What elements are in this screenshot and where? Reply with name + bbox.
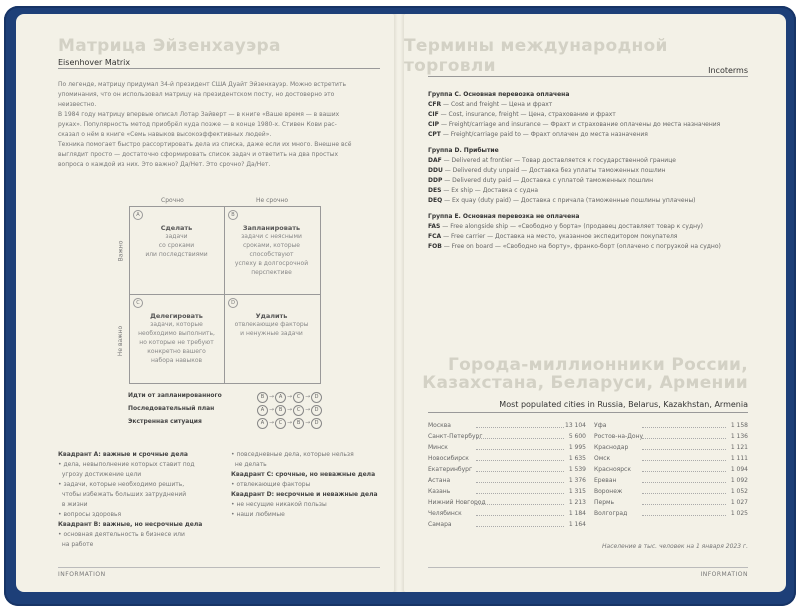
city-name: Казань [428,488,451,495]
city-population: 1 052 [730,488,748,495]
note-item: • повседневные дела, которые нельзя [231,451,354,458]
city-name: Краснодар [594,444,629,451]
intro-line: неизвестно. [58,101,97,108]
row-label-not-important: Не важно [117,325,125,357]
flow-step: B [257,392,268,403]
quadrant-letter-c: C [133,298,143,308]
term-code: DEQ [428,197,443,204]
city-population: 1 164 [568,521,586,528]
city-row [428,453,586,464]
term-item [428,196,768,206]
flow-step: D [311,392,322,403]
quadrant-desc-line: и ненужные задачи [240,330,303,337]
term-code: CFR [428,101,442,108]
term-text: — Freight/carriage paid to — Фрахт оплачен до места назначения [440,131,648,138]
cities-divider [428,412,748,413]
city-row [428,486,586,497]
term-group-heading [428,146,768,156]
flow-step: C [293,405,304,416]
quadrant-desc-line: успеху в долгосрочной [234,260,309,267]
term-item [428,222,768,232]
quadrant-desc-line: задачи с неясными [241,233,302,240]
leader-dots [642,460,726,461]
city-population: 13 104 [565,422,586,429]
term-item [428,186,768,196]
city-population: 1 121 [730,444,748,451]
note-item: • наши любимые [231,511,285,518]
leader-dots [642,504,726,505]
term-code: FOB [428,243,442,250]
notes-left [58,450,228,550]
city-name: Челябинск [428,510,462,517]
city-name: Красноярск [594,466,631,473]
flow-label: Экстренная ситуация [128,418,202,425]
term-group-heading [428,212,768,222]
leader-dots [476,427,564,428]
term-text: — Cost, insurance, freight — Цена, страхование и фрахт [438,111,616,118]
intro-line: выглядит просто — достаточно сформировать список задач и ответить на два простых [58,151,339,158]
leader-dots [642,515,726,516]
term-code: FAS [428,223,441,230]
city-population: 1 539 [568,466,586,473]
city-population: 1 027 [730,499,748,506]
quadrant-desc-line: со сроками [158,242,195,249]
note-heading: Квадрант A: важные и срочные дела [58,451,188,458]
term-code: CIP [428,121,440,128]
arrow-icon: → [305,393,311,400]
city-row [594,486,748,497]
intro-line: руках». Популярность метод приобрёл куда позже — в конце 1980-х. Стивен Кови рас- [58,121,337,128]
city-row [428,475,586,486]
city-name: Пермь [594,499,615,506]
city-name: Екатеринбург [428,466,473,473]
city-population: 5 600 [568,433,586,440]
cities-note: Население в тыс. человек на 1 января 2023 г. [602,543,748,550]
city-row [428,519,586,530]
term-text: — Free on board — «Свободно на борту», франко-борт (оплачено с погрузкой на судно) [441,243,721,250]
leader-dots [476,526,564,527]
term-item [428,232,768,242]
matrix-horizontal-line [129,294,320,295]
city-population: 1 635 [568,455,586,462]
term-text: — Cost and freight — Цена и фрахт [441,101,553,108]
quadrant-desc-line: или последствиями [145,251,208,258]
right-footer: INFORMATION [700,571,748,578]
quadrant-desc-line: но которые не требуют [139,339,214,346]
quadrant-title: Удалить [255,312,288,320]
quadrant-desc-line: необходимо выполнить, [138,330,215,337]
city-row [428,464,586,475]
intro-line: В 1984 году матрицу впервые описал Лотар Зайверт — в книге «Ваше время — в ваших [58,111,340,118]
term-code: FCA [428,233,442,240]
note-item: в жизни [58,501,88,508]
leader-dots [642,449,726,450]
flow-step: B [275,405,286,416]
term-text: — Ex quay (duty paid) — Доставка с причала (таможенные пошлины уплачены) [442,197,696,204]
city-name: Астана [428,477,451,484]
leader-dots [476,482,564,483]
city-population: 1 995 [568,444,586,451]
term-text: — Delivered duty paid — Доставка с уплатой таможенных пошлин [442,177,653,184]
city-name: Уфа [594,422,607,429]
quadrant-desc-line: конкретно вашего [147,348,206,355]
leader-dots [476,449,564,450]
intro-line: сказал о нём в книге «Семь навыков высокоэффективных людей». [58,131,272,138]
city-row [594,453,748,464]
city-population: 1 111 [730,455,748,462]
arrow-icon: → [305,406,311,413]
quadrant-letter-b: B [228,210,238,220]
cities-title [422,356,748,392]
term-item [428,120,768,130]
intro-line: Техника помогает быстро рассортировать дела из списка, даже если их много. Внешне всё [58,141,352,148]
flow-step: A [257,418,268,429]
city-row [594,464,748,475]
note-item: на работе [58,541,94,548]
term-code: CIF [428,111,439,118]
city-population: 1 092 [730,477,748,484]
flow-step: D [311,405,322,416]
city-name: Ростов-на-Дону [594,433,644,440]
right-page-title: Термины международной торговли [404,36,668,76]
quadrant-d [224,312,319,338]
quadrant-desc-line: сроками, которые [242,242,301,249]
quadrant-c [129,312,224,365]
arrow-icon: → [269,406,275,413]
note-heading: Квадрант B: важные, но несрочные дела [58,521,203,528]
term-text: — Free alongside ship — «Свободно у борта» (продавец доставляет товар к судну) [440,223,703,230]
flow-row [128,392,388,405]
term-item [428,242,768,252]
flow-step: A [275,392,286,403]
city-population: 1 158 [730,422,748,429]
arrow-icon: → [269,419,275,426]
quadrant-title: Запланировать [242,224,301,232]
leader-dots [476,471,564,472]
arrow-icon: → [305,419,311,426]
term-group-title: Группа D. Прибытие [428,147,499,154]
row-label-important: Важно [117,240,125,262]
note-item: не делать [231,461,267,468]
left-page [16,14,394,592]
leader-dots [476,460,564,461]
term-item [428,100,768,110]
city-row [428,442,586,453]
footer-line [428,567,748,568]
quadrant-title: Сделать [160,224,193,232]
leader-dots [642,427,726,428]
city-name: Москва [428,422,451,429]
note-item: чтобы избежать больших затруднений [58,491,187,498]
flow-sequence [256,392,323,403]
city-name: Минск [428,444,448,451]
city-population: 1 213 [568,499,586,506]
title-divider [428,76,748,77]
city-row [428,420,586,431]
leader-dots [476,493,564,494]
leader-dots [476,438,564,439]
leader-dots [642,471,726,472]
leader-dots [642,493,726,494]
term-text: — Freight/carriage and insurance — Фрахт и страхование оплачены до места назначения [439,121,721,128]
city-population: 1 184 [568,510,586,517]
arrow-icon: → [287,393,293,400]
flow-row [128,418,388,431]
left-page-title: Матрица Эйзенхауэра [58,36,281,56]
intro-line: упоминания, что он использовал матрицу на президентском посту, но достоверно это [58,91,335,98]
quadrant-letter-a: A [133,210,143,220]
quadrant-desc-line: способствуют [249,251,294,258]
flow-step: A [257,405,268,416]
flow-step: D [311,418,322,429]
term-item [428,130,768,140]
flow-list [128,392,388,431]
city-row [428,497,586,508]
quadrant-b [224,224,319,277]
leader-dots [642,438,726,439]
quadrant-desc-line: отвлекающие факторы [234,321,309,328]
term-group-heading [428,90,768,100]
flow-sequence [256,405,323,416]
city-population: 1 376 [568,477,586,484]
city-row [594,508,748,519]
term-code: DES [428,187,442,194]
flow-step: C [293,392,304,403]
cities-title-line-1: Города-миллионники России, [447,355,748,375]
quadrant-title: Делегировать [150,312,203,320]
cities-title-line-2: Казахстана, Беларуси, Армении [422,373,748,393]
term-text: — Free carrier — Доставка на место, указанное экспедитором покупателя [441,233,678,240]
city-name: Самара [428,521,452,528]
term-text: — Delivered duty unpaid — Доставка без уплаты таможенных пошлин [442,167,666,174]
col-label-urgent: Срочно [161,197,184,204]
flow-sequence [256,418,323,429]
note-item: • основная деятельность в бизнесе или [58,531,185,538]
term-item [428,110,768,120]
city-row [594,431,748,442]
flow-row [128,405,388,418]
col-label-not-urgent: Не срочно [256,197,289,204]
city-population: 1 136 [730,433,748,440]
city-name: Ереван [594,477,617,484]
note-item: • отвлекающие факторы [231,481,311,488]
flow-label: Идти от запланированного [128,392,222,399]
right-page [404,14,786,592]
note-item: угрозу достижение цели [58,471,142,478]
note-item: • дела, невыполнение которых ставит под [58,461,195,468]
footer-line [58,567,380,568]
leader-dots [476,515,564,516]
city-name: Омск [594,455,611,462]
term-item [428,166,768,176]
quadrant-desc-line: перспективе [251,269,292,276]
term-code: DAF [428,157,442,164]
note-item: • задачи, которые необходимо решить, [58,481,185,488]
intro-line: По легенде, матрицу придумал 34-й президент США Дуайт Эйзенхауэр. Можно встретить [58,81,346,88]
city-name: Воронеж [594,488,623,495]
city-row [428,431,586,442]
cities-subtitle: Most populated cities in Russia, Belarus, Kazakhstan, Armenia [499,400,748,409]
term-text: — Ex ship — Доставка с судна [441,187,539,194]
quadrant-desc-line: задачи, которые [150,321,203,328]
term-item [428,176,768,186]
term-code: DDU [428,167,443,174]
title-divider [58,68,380,69]
city-population: 1 025 [730,510,748,517]
city-row [428,508,586,519]
arrow-icon: → [287,406,293,413]
city-name: Волгоград [594,510,628,517]
flow-step: C [275,418,286,429]
note-heading: Квадрант C: срочные, но неважные дела [231,471,376,478]
city-row [594,420,748,431]
city-name: Нижний Новгород [428,499,486,506]
term-code: CPT [428,131,441,138]
term-item [428,156,768,166]
city-population: 1 094 [730,466,748,473]
flow-label: Последовательный план [128,405,215,412]
arrow-icon: → [269,393,275,400]
intro-text [58,80,388,170]
leader-dots [476,504,564,505]
term-group-title: Группа C. Основная перевозка оплачена [428,91,570,98]
quadrant-letter-d: D [228,298,238,308]
note-item: • вопросы здоровья [58,511,122,518]
left-page-subtitle: Eisenhover Matrix [58,58,131,67]
flow-step: B [293,418,304,429]
term-text: — Delivered at frontier — Товар доставляется к государственной границе [441,157,676,164]
note-heading: Квадрант D: несрочные и неважные дела [231,491,378,498]
left-footer: INFORMATION [58,571,106,578]
leader-dots [642,482,726,483]
city-name: Санкт-Петербург [428,433,483,440]
intro-line: вопроса о каждой из них. Это важно? Да/Нет. Это срочно? Да/Нет. [58,161,271,168]
city-population: 1 315 [568,488,586,495]
arrow-icon: → [287,419,293,426]
note-item: • не несущие никакой пользы [231,501,327,508]
quadrant-desc-line: набора навыков [150,357,203,364]
notes-right [231,450,391,520]
right-page-subtitle: Incoterms [708,66,748,75]
city-name: Новосибирск [428,455,469,462]
quadrant-desc-line: задачи [165,233,188,240]
term-group-title: Группа E. Основная перевозка не оплачена [428,213,580,220]
term-code: DDP [428,177,443,184]
city-row [594,475,748,486]
city-row [594,442,748,453]
city-row [594,497,748,508]
quadrant-a [129,224,224,259]
incoterms-list [428,84,768,252]
